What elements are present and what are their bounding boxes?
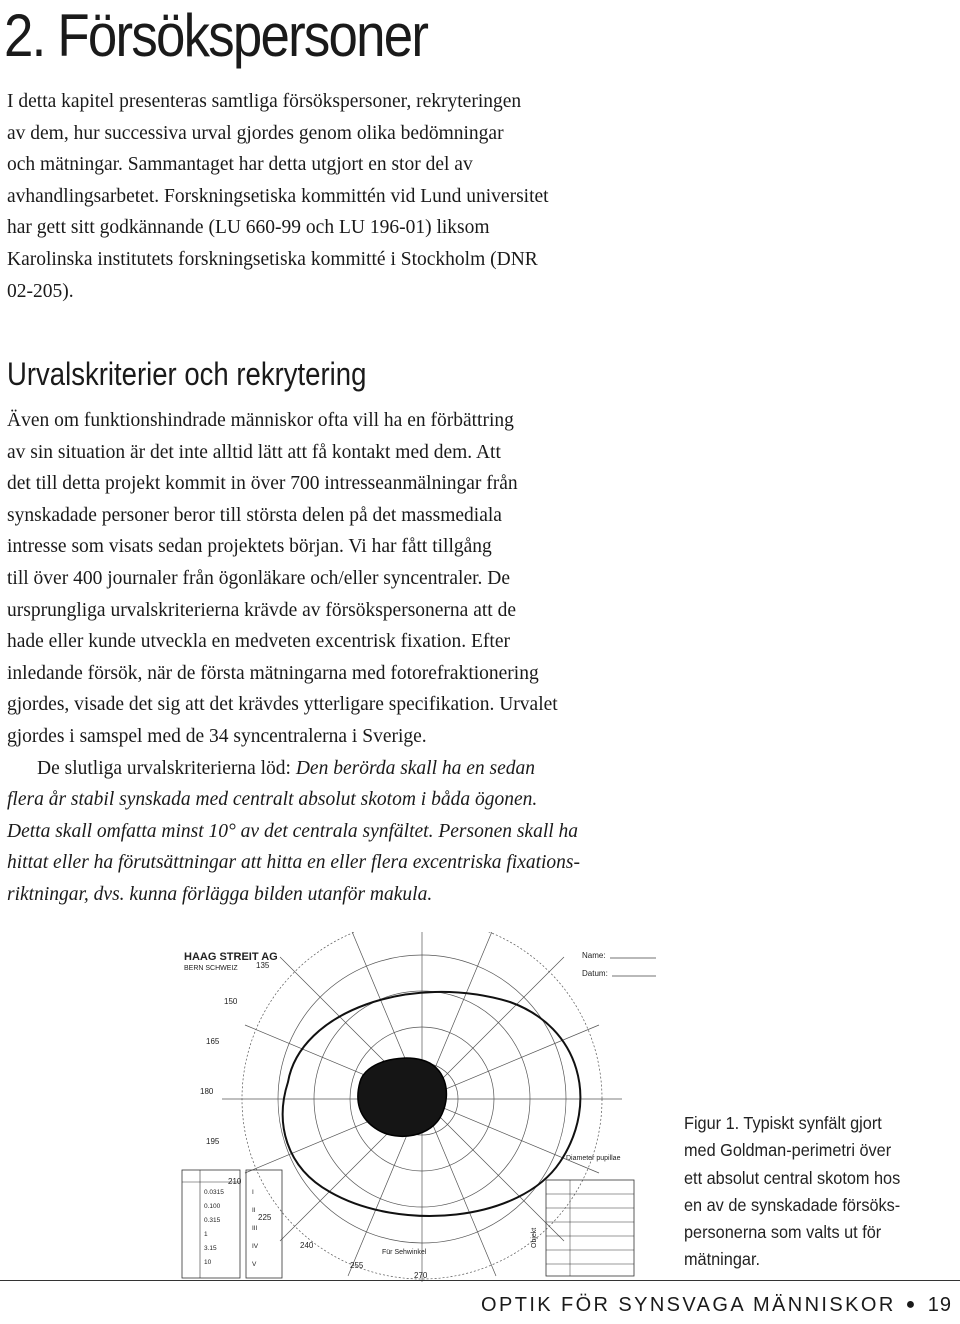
section-heading: Urvalskriterier och rekrytering <box>7 356 367 392</box>
body-line: gjordes i samspel med de 34 syncentralerna i Sverige. <box>7 725 427 747</box>
scale-row: II <box>252 1207 256 1214</box>
bottom-note: Für Sehwinkel <box>382 1249 427 1256</box>
degree-label: 165 <box>206 1037 220 1046</box>
degree-label: 240 <box>300 1241 314 1250</box>
body-line: synskadade personer beror till största delen på det massmediala <box>7 504 502 526</box>
degree-label: 210 <box>228 1177 242 1186</box>
criteria-lead: De slutliga urvalskriterierna löd: <box>37 757 296 779</box>
scale-value: 10 <box>204 1259 212 1266</box>
body-line: till över 400 journaler från ögonläkare och/eller syncentraler. De <box>7 567 511 589</box>
scale-value: 0.100 <box>204 1203 221 1210</box>
intro-line: och mätningar. Sammantaget har detta utgjort en stor del av <box>7 154 473 176</box>
body-line: inledande försök, när de första mätningarna med fotorefraktionering <box>7 662 539 684</box>
body-line: gjordes, visade det sig att det krävdes ytterligare specifikation. Urvalet <box>7 694 558 716</box>
name-label: Name: <box>582 951 606 960</box>
body-line: Även om funktionshindrade människor ofta vill ha en förbättring <box>7 410 514 431</box>
intro-line: Karolinska institutets forskningsetiska kommitté i Stockholm (DNR <box>7 248 538 270</box>
visual-field-figure <box>160 932 660 1302</box>
scotoma-region <box>358 1058 447 1136</box>
body-line: av sin situation är det inte alltid lätt att få kontakt med dem. Att <box>7 441 501 463</box>
object-scale <box>531 1180 634 1276</box>
caption-line: en av de synskadade försöks- <box>684 1194 901 1215</box>
body-line: intresse som visats sedan projektets början. Vi har fått tillgång <box>7 536 492 558</box>
running-footer <box>481 1294 952 1317</box>
intro-line: 02-205). <box>7 280 74 302</box>
scale-value: 0.315 <box>204 1217 221 1224</box>
caption-line: Figur 1. Typiskt synfält gjort <box>684 1113 882 1133</box>
object-label: Objekt <box>531 1227 538 1248</box>
degree-label: 135 <box>256 961 270 970</box>
figure-caption <box>684 1110 935 1274</box>
page-number: 19 <box>927 1294 952 1316</box>
isopter-table <box>182 1170 282 1278</box>
degree-label: 225 <box>258 1213 272 1222</box>
scale-value: 3.15 <box>204 1245 217 1252</box>
scale-row: V <box>252 1261 257 1268</box>
criteria-line: hittat eller ha förutsättningar att hitta en eller flera excentriska fixations- <box>7 852 581 874</box>
intro-line: avhandlingsarbetet. Forskningsetiska kommittén vid Lund universitet <box>7 185 549 207</box>
footer-rule <box>0 1280 960 1281</box>
scale-value: 0.0315 <box>204 1189 224 1196</box>
chapter-title: 2. Försökspersoner <box>4 2 428 69</box>
date-label: Datum: <box>582 969 608 978</box>
diameter-label: Diameter pupillae <box>566 1155 621 1162</box>
intro-line: I detta kapitel presenteras samtliga försökspersoner, rekryteringen <box>7 91 522 112</box>
scale-row: I <box>252 1189 254 1196</box>
scale-value: 1 <box>204 1231 208 1238</box>
caption-line: personerna som valts ut för <box>684 1222 882 1243</box>
degree-label: 180 <box>200 1087 214 1096</box>
caption-line: ett absolut central skotom hos <box>684 1167 901 1188</box>
body-line: det till detta projekt kommit in över 700 intresseanmälningar från <box>7 473 518 495</box>
perimetry-chart <box>160 932 660 1302</box>
criteria-line <box>7 753 947 785</box>
brand-subtext: BERN SCHWEIZ <box>184 965 238 972</box>
intro-paragraph <box>7 86 947 307</box>
degree-label: 255 <box>350 1261 364 1270</box>
body-line: ursprungliga urvalskriterierna krävde av försökspersonerna att de <box>7 599 516 621</box>
scale-row: IV <box>252 1243 259 1250</box>
section-body <box>7 405 947 911</box>
intro-line: har gett sitt godkännande (LU 660-99 och LU 196-01) liksom <box>7 217 490 239</box>
criteria-line: flera år stabil synskada med centralt absolut skotom i båda ögonen. <box>7 789 538 811</box>
running-title: OPTIK FÖR SYNSVAGA MÄNNISKOR <box>481 1294 896 1316</box>
body-line: hade eller kunde utveckla en medveten excentrisk fixation. Efter <box>7 631 510 653</box>
scale-row: III <box>252 1225 258 1232</box>
caption-line: mätningar. <box>684 1249 760 1270</box>
caption-line: med Goldman-perimetri över <box>684 1140 892 1161</box>
intro-line: av dem, hur successiva urval gjordes genom olika bedömningar <box>7 122 504 144</box>
degree-label: 195 <box>206 1137 220 1146</box>
brand-text: HAAG STREIT AG <box>184 951 278 963</box>
bullet-icon: ● <box>905 1296 918 1313</box>
criteria-line: riktningar, dvs. kunna förlägga bilden utanför makula. <box>7 883 433 905</box>
criteria-line: Detta skall omfatta minst 10° av det centrala synfältet. Personen skall ha <box>7 820 579 842</box>
degree-label: 270 <box>414 1271 428 1280</box>
degree-label: 150 <box>224 997 238 1006</box>
criteria-italic: Den berörda skall ha en sedan <box>295 757 536 779</box>
